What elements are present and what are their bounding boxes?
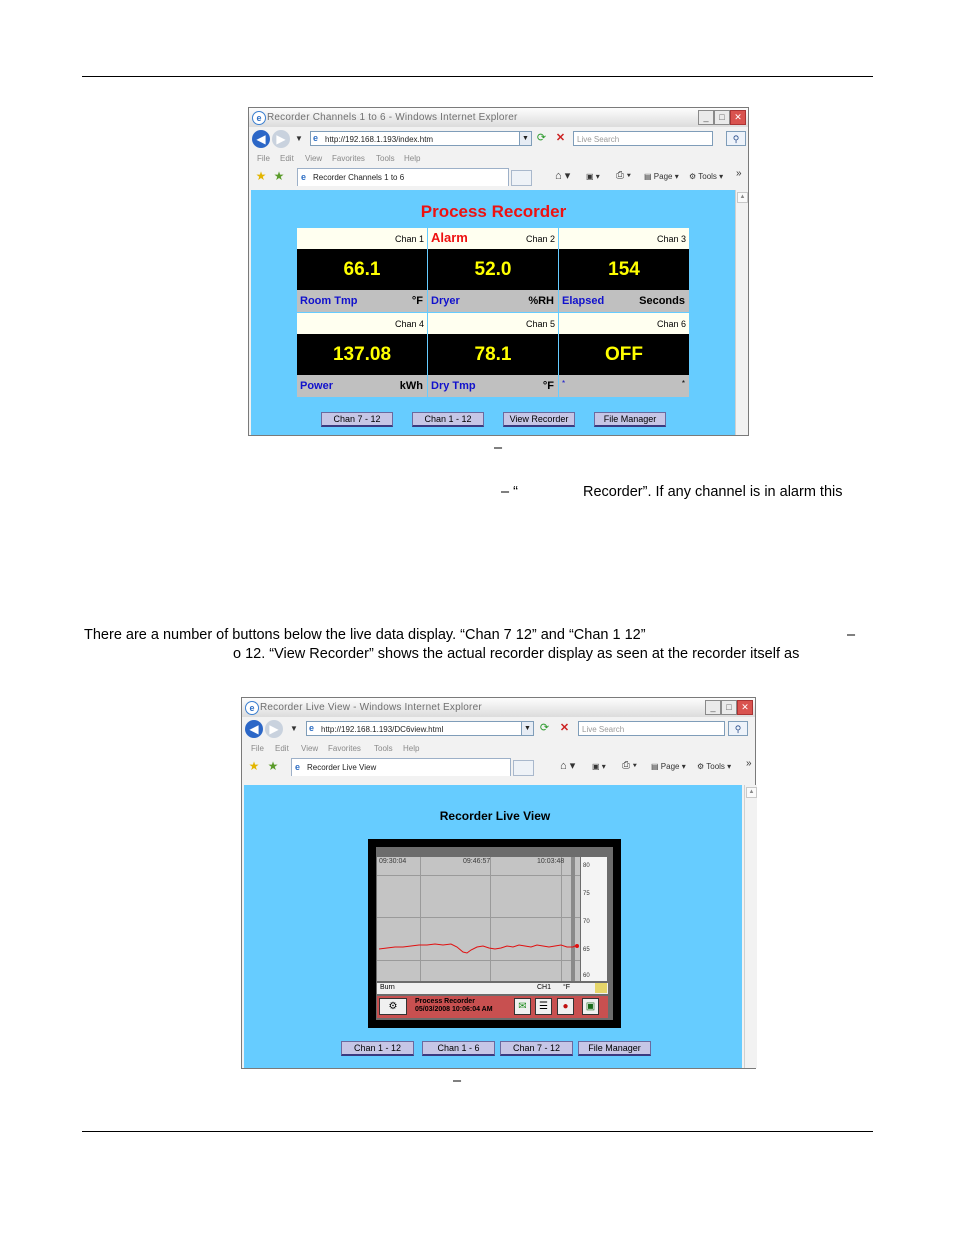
figure-caption-1: – bbox=[494, 440, 503, 456]
address-dropdown-icon[interactable]: ▼ bbox=[519, 132, 531, 145]
channel-unit: * bbox=[681, 379, 685, 388]
channel-value: 137.08 bbox=[297, 334, 427, 375]
add-favorites-icon[interactable]: ★ bbox=[267, 759, 279, 773]
ie-logo-icon: e bbox=[245, 701, 259, 715]
scale-label: 80 bbox=[583, 863, 590, 869]
ie-logo-icon: e bbox=[252, 111, 266, 125]
time-label: 09:30:04 bbox=[379, 858, 407, 865]
menu-help[interactable]: Help bbox=[403, 744, 420, 753]
close-button[interactable]: ✕ bbox=[730, 110, 746, 125]
forward-button[interactable]: ▶ bbox=[265, 720, 283, 738]
scroll-up-icon[interactable]: ▲ bbox=[746, 787, 757, 798]
channel-number: Chan 1 bbox=[394, 234, 424, 244]
menu-help[interactable]: Help bbox=[404, 154, 421, 163]
tab-page-icon: e bbox=[301, 172, 307, 182]
new-tab-button[interactable] bbox=[513, 760, 534, 776]
address-text: http://192.168.1.193/index.htm bbox=[325, 135, 434, 144]
browser-window-channels bbox=[248, 107, 749, 436]
channel-number: Chan 2 bbox=[525, 234, 555, 244]
feeds-icon[interactable]: ▣ ▾ bbox=[586, 172, 600, 181]
history-dropdown-icon[interactable]: ▼ bbox=[290, 724, 298, 733]
body-paragraph-line: o 12. “View Recorder” shows the actual recorder display as seen at the recorder itself as bbox=[233, 646, 800, 662]
page-content bbox=[244, 785, 755, 1068]
scale-label: 60 bbox=[583, 973, 590, 979]
window-title: Recorder Live View - Windows Internet Explorer bbox=[260, 702, 482, 713]
channel-value: 52.0 bbox=[428, 249, 558, 290]
channel-name: Dry Tmp bbox=[431, 380, 476, 392]
status-text bbox=[415, 998, 493, 1014]
address-dropdown-icon[interactable]: ▼ bbox=[521, 722, 533, 735]
page-icon: e bbox=[313, 133, 319, 143]
scroll-up-icon[interactable]: ▲ bbox=[737, 192, 748, 203]
status-title: Process Recorder bbox=[415, 998, 475, 1005]
page-title: Recorder Live View bbox=[439, 809, 551, 823]
address-bar[interactable] bbox=[310, 131, 532, 146]
title-bar bbox=[242, 698, 755, 717]
address-bar[interactable] bbox=[306, 721, 534, 736]
minimize-button[interactable]: _ bbox=[698, 110, 714, 125]
time-label: 09:46:57 bbox=[463, 858, 491, 865]
tab-label: Recorder Live View bbox=[307, 763, 377, 772]
status-datetime: 05/03/2008 10:06:04 AM bbox=[415, 1006, 493, 1013]
browser-window-live-view bbox=[241, 697, 756, 1069]
channel-info-row bbox=[377, 983, 608, 994]
figure-caption-2: – bbox=[453, 1073, 462, 1089]
feeds-icon[interactable]: ▣ ▾ bbox=[592, 762, 606, 771]
page-title: Process Recorder bbox=[420, 202, 567, 221]
back-button[interactable]: ◀ bbox=[245, 720, 263, 738]
stop-icon[interactable]: ✕ bbox=[555, 132, 566, 144]
tab-page-icon: e bbox=[295, 762, 301, 772]
channel-unit: kWh bbox=[399, 380, 423, 392]
channel-name: Power bbox=[300, 380, 334, 392]
forward-button[interactable]: ▶ bbox=[272, 130, 290, 148]
more-chevron-icon[interactable]: » bbox=[736, 168, 742, 179]
channel-unit: %RH bbox=[528, 295, 554, 307]
tab-label: Recorder Channels 1 to 6 bbox=[313, 173, 405, 182]
address-toolbar bbox=[242, 718, 755, 740]
chan-7-12-button[interactable]: Chan 7 - 12 bbox=[321, 412, 393, 427]
channel-cell-4 bbox=[297, 313, 427, 397]
search-icon[interactable]: ⚲ bbox=[726, 131, 746, 146]
vertical-scrollbar[interactable] bbox=[735, 190, 748, 435]
channel-number: Chan 3 bbox=[656, 234, 686, 244]
chan-1-12-button[interactable]: Chan 1 - 12 bbox=[341, 1041, 414, 1056]
maximize-button[interactable]: □ bbox=[714, 110, 730, 125]
recorder-screen bbox=[376, 847, 613, 1020]
footer-rule bbox=[82, 1131, 873, 1132]
trend-line bbox=[377, 857, 580, 981]
tools-menu[interactable]: ⚙ Tools ▾ bbox=[697, 762, 732, 771]
menu-bar bbox=[242, 741, 755, 755]
search-input[interactable]: Live Search bbox=[578, 721, 725, 736]
vertical-scrollbar[interactable] bbox=[744, 785, 757, 1068]
envelope-icon[interactable]: ✉ bbox=[514, 998, 531, 1015]
header-rule bbox=[82, 76, 873, 77]
back-button[interactable]: ◀ bbox=[252, 130, 270, 148]
print-icon[interactable]: ⎙ ▾ bbox=[622, 760, 637, 771]
favorites-star-icon[interactable]: ★ bbox=[255, 169, 267, 183]
screen-toggle-icon[interactable] bbox=[595, 983, 607, 993]
tab-bar bbox=[249, 165, 748, 189]
channel-name: Room Tmp bbox=[300, 295, 358, 307]
menu-file[interactable]: File bbox=[251, 744, 264, 753]
menu-favorites[interactable]: Favorites bbox=[332, 154, 365, 163]
recorder-display bbox=[368, 839, 621, 1028]
home-icon[interactable]: ⌂ ▾ bbox=[560, 760, 576, 772]
menu-tools[interactable]: Tools bbox=[374, 744, 393, 753]
body-paragraph-line: There are a number of buttons below the live data display. “Chan 7 12” and “Chan 1 12” bbox=[84, 627, 646, 643]
tab-current[interactable] bbox=[297, 168, 509, 186]
list-icon[interactable]: ☰ bbox=[535, 998, 552, 1015]
maximize-button[interactable]: □ bbox=[721, 700, 737, 715]
menu-edit[interactable]: Edit bbox=[275, 744, 289, 753]
body-text-fragment: – “ bbox=[501, 484, 518, 500]
page-menu[interactable]: ▤ Page ▾ bbox=[651, 762, 686, 771]
add-favorites-icon[interactable]: ★ bbox=[273, 169, 285, 183]
menu-view[interactable]: View bbox=[305, 154, 323, 163]
scale-label: 75 bbox=[583, 891, 590, 897]
address-toolbar bbox=[249, 128, 748, 150]
channel-number: Chan 5 bbox=[525, 319, 555, 329]
print-icon[interactable]: ⎙ ▾ bbox=[616, 170, 631, 181]
recorder-menu-icon[interactable]: ⚙ bbox=[379, 998, 407, 1015]
page-content bbox=[251, 190, 747, 435]
channel-name: Elapsed bbox=[562, 295, 605, 307]
channel-value: 66.1 bbox=[297, 249, 427, 290]
burn-label: Burn bbox=[380, 984, 395, 991]
channel-value: OFF bbox=[559, 334, 689, 375]
channel-cell-6 bbox=[559, 313, 689, 397]
home-icon[interactable]: ⌂ ▾ bbox=[555, 170, 571, 182]
tab-current[interactable] bbox=[291, 758, 511, 776]
unit-label: °F bbox=[563, 984, 571, 991]
menu-file[interactable]: File bbox=[257, 154, 270, 163]
chan-1-12-button[interactable]: Chan 1 - 12 bbox=[412, 412, 484, 427]
scale-label: 70 bbox=[583, 919, 590, 925]
trend-plot bbox=[377, 857, 580, 981]
channel-name: Dryer bbox=[431, 295, 460, 307]
tab-bar bbox=[242, 755, 755, 779]
body-text-fragment: Recorder”. If any channel is in alarm this bbox=[583, 484, 843, 500]
channel-name: * bbox=[562, 379, 566, 388]
save-icon[interactable]: ▣ bbox=[582, 998, 599, 1015]
channel-number: Chan 4 bbox=[394, 319, 424, 329]
chan-1-6-button[interactable]: Chan 1 - 6 bbox=[422, 1041, 495, 1056]
menu-view[interactable]: View bbox=[301, 744, 319, 753]
channel-unit: °F bbox=[542, 380, 554, 392]
window-title: Recorder Channels 1 to 6 - Windows Internet Explorer bbox=[267, 112, 518, 123]
close-button[interactable]: ✕ bbox=[737, 700, 753, 715]
tools-menu[interactable]: ⚙ Tools ▾ bbox=[689, 172, 724, 181]
alarm-bell-icon[interactable]: ● bbox=[557, 998, 574, 1015]
page-icon: e bbox=[309, 723, 315, 733]
scale-label: 65 bbox=[583, 947, 590, 953]
channel-number: Chan 6 bbox=[656, 319, 686, 329]
menu-edit[interactable]: Edit bbox=[280, 154, 294, 163]
recorder-status-bar bbox=[377, 996, 608, 1018]
menu-bar bbox=[249, 151, 748, 165]
channel-cell-2 bbox=[428, 228, 558, 312]
more-chevron-icon[interactable]: » bbox=[746, 758, 752, 769]
menu-favorites[interactable]: Favorites bbox=[328, 744, 361, 753]
channel-cell-1 bbox=[297, 228, 427, 312]
channel-value: 78.1 bbox=[428, 334, 558, 375]
stop-icon[interactable]: ✕ bbox=[559, 722, 570, 734]
channel-unit: °F bbox=[411, 295, 423, 307]
search-icon[interactable]: ⚲ bbox=[728, 721, 748, 736]
favorites-star-icon[interactable]: ★ bbox=[248, 759, 260, 773]
channel-value: 154 bbox=[559, 249, 689, 290]
view-recorder-button[interactable]: View Recorder bbox=[503, 412, 575, 427]
minimize-button[interactable]: _ bbox=[705, 700, 721, 715]
page-menu[interactable]: ▤ Page ▾ bbox=[644, 172, 679, 181]
alarm-label: Alarm bbox=[431, 230, 468, 245]
menu-tools[interactable]: Tools bbox=[376, 154, 395, 163]
file-manager-button[interactable]: File Manager bbox=[594, 412, 666, 427]
chan-7-12-button[interactable]: Chan 7 - 12 bbox=[500, 1041, 573, 1056]
channel-cell-5 bbox=[428, 313, 558, 397]
history-dropdown-icon[interactable]: ▼ bbox=[295, 134, 303, 143]
new-tab-button[interactable] bbox=[511, 170, 532, 186]
time-label: 10:03:48 bbox=[537, 858, 565, 865]
refresh-icon[interactable]: ⟳ bbox=[539, 722, 550, 734]
address-text: http://192.168.1.193/DC6view.html bbox=[321, 725, 444, 734]
search-input[interactable]: Live Search bbox=[573, 131, 713, 146]
value-scale bbox=[581, 857, 607, 981]
channel-label: CH1 bbox=[537, 984, 552, 991]
channel-cell-3 bbox=[559, 228, 689, 312]
body-text-fragment: – bbox=[847, 627, 856, 643]
channel-unit: Seconds bbox=[639, 295, 685, 307]
file-manager-button[interactable]: File Manager bbox=[578, 1041, 651, 1056]
refresh-icon[interactable]: ⟳ bbox=[536, 132, 547, 144]
title-bar bbox=[249, 108, 748, 127]
